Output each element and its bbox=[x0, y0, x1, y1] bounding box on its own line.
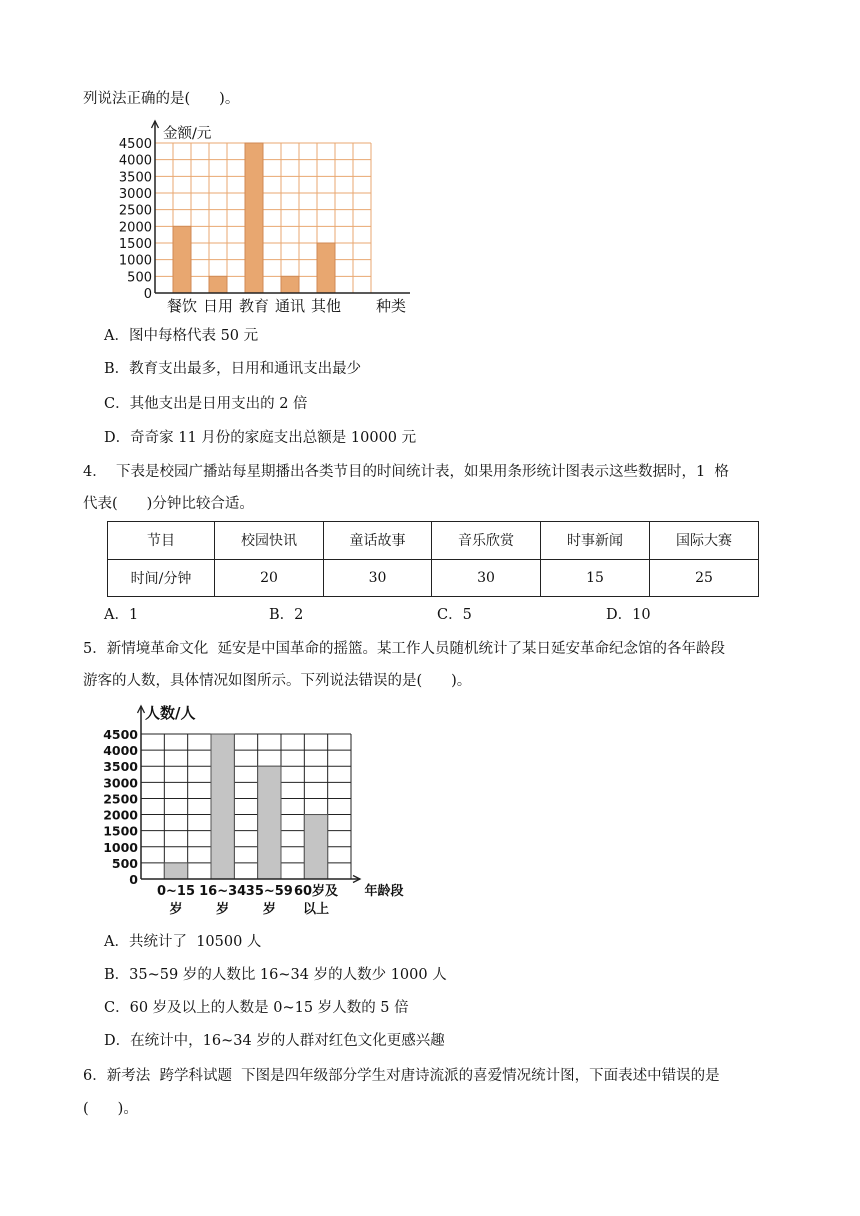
y-tick-label: 3500 bbox=[103, 759, 138, 775]
bar bbox=[245, 143, 263, 293]
q6-stem-line1: 6．新考法 跨学科试题 下图是四年级部分学生对唐诗流派的喜爱情况统计图，下面表述中错误的是 bbox=[83, 1068, 720, 1084]
bar bbox=[209, 276, 227, 293]
x-tick-label: 教育 bbox=[238, 297, 270, 315]
table-header-cell: 童话故事 bbox=[324, 522, 432, 560]
y-tick-label: 0 bbox=[129, 872, 138, 887]
bar bbox=[281, 276, 299, 293]
x-tick-label: 餐饮 bbox=[166, 297, 198, 315]
table-header-row bbox=[108, 522, 759, 560]
q5-option-b[interactable]: B．35~59 岁的人数比 16~34 岁的人数少 1000 人 bbox=[104, 967, 447, 983]
q3-stem-tail: 列说法正确的是( )。 bbox=[83, 91, 240, 107]
y-tick-label: 3000 bbox=[118, 187, 152, 202]
chart-expenses bbox=[110, 118, 410, 318]
x-axis-label: 种类 bbox=[375, 297, 407, 315]
bar bbox=[258, 766, 281, 879]
q6-stem-line2: ( )。 bbox=[83, 1101, 138, 1117]
x-tick-label: 岁 bbox=[262, 902, 276, 917]
x-tick-label: 0~15 bbox=[156, 884, 196, 899]
x-tick-label: 16~34 bbox=[199, 884, 247, 899]
y-tick-label: 2500 bbox=[118, 203, 152, 219]
table-header-cell: 节目 bbox=[108, 522, 215, 560]
table-row bbox=[108, 559, 759, 597]
y-axis-label: 人数/人 bbox=[145, 704, 196, 722]
q4-option-b[interactable]: B．2 bbox=[269, 607, 304, 623]
x-tick-label: 通讯 bbox=[274, 297, 306, 315]
x-tick-label: 其他 bbox=[310, 297, 342, 315]
y-tick-label: 2500 bbox=[103, 791, 138, 807]
y-tick-label: 4000 bbox=[118, 153, 152, 169]
y-tick-label: 1500 bbox=[103, 823, 138, 839]
table-header-cell: 时事新闻 bbox=[541, 522, 650, 560]
x-tick-label: 岁 bbox=[216, 902, 230, 917]
y-tick-label: 3500 bbox=[118, 170, 152, 186]
q5-option-a[interactable]: A．共统计了 10500 人 bbox=[104, 934, 262, 950]
y-tick-label: 4500 bbox=[118, 137, 152, 152]
table-row-label: 时间/分钟 bbox=[108, 559, 215, 597]
y-tick-label: 0 bbox=[143, 287, 152, 302]
table-cell: 15 bbox=[541, 559, 650, 597]
q3-option-a[interactable]: A．图中每格代表 50 元 bbox=[104, 328, 259, 344]
table-cell: 25 bbox=[650, 559, 759, 597]
q4-stem-line1: 4． 下表是校园广播站每星期播出各类节目的时间统计表，如果用条形统计图表示这些数据时，1 格 bbox=[83, 464, 729, 480]
y-tick-label: 4500 bbox=[103, 727, 138, 742]
y-tick-label: 2000 bbox=[118, 220, 152, 236]
q5-option-c[interactable]: C．60 岁及以上的人数是 0~15 岁人数的 5 倍 bbox=[104, 1000, 409, 1016]
bar bbox=[304, 815, 327, 879]
x-tick-label: 60岁及 bbox=[293, 884, 339, 899]
table-cell: 30 bbox=[324, 559, 432, 597]
bar bbox=[211, 734, 234, 879]
y-tick-label: 3000 bbox=[103, 775, 138, 791]
q3-option-c[interactable]: C．其他支出是日用支出的 2 倍 bbox=[104, 396, 308, 412]
x-tick-label: 35~59 bbox=[245, 884, 293, 899]
q3-option-d[interactable]: D．奇奇家 11 月份的家庭支出总额是 10000 元 bbox=[104, 430, 417, 446]
y-tick-label: 2000 bbox=[103, 807, 138, 823]
y-tick-label: 4000 bbox=[103, 743, 138, 759]
q5-option-d[interactable]: D．在统计中，16~34 岁的人群对红色文化更感兴趣 bbox=[104, 1033, 445, 1049]
table-cell: 30 bbox=[432, 559, 541, 597]
q4-stem-line2: 代表( )分钟比较合适。 bbox=[83, 496, 254, 512]
y-axis-label: 金额/元 bbox=[163, 126, 212, 142]
q4-option-c[interactable]: C．5 bbox=[437, 607, 472, 623]
y-tick-label: 500 bbox=[127, 270, 152, 286]
y-tick-label: 1000 bbox=[118, 253, 152, 269]
q4-option-d[interactable]: D．10 bbox=[606, 607, 651, 623]
program-time-table bbox=[107, 521, 759, 597]
q5-stem-line2: 游客的人数，具体情况如图所示。下列说法错误的是( )。 bbox=[83, 673, 472, 689]
table-header-cell: 国际大赛 bbox=[650, 522, 759, 560]
y-tick-label: 500 bbox=[111, 855, 138, 871]
table-header-cell: 音乐欣赏 bbox=[432, 522, 541, 560]
chart-visitors bbox=[103, 702, 440, 922]
x-tick-label: 以上 bbox=[302, 902, 330, 917]
x-tick-label: 日用 bbox=[202, 297, 234, 315]
x-tick-label: 岁 bbox=[169, 902, 183, 917]
bar bbox=[164, 863, 187, 879]
x-axis-label: 年龄段 bbox=[364, 884, 404, 899]
q3-option-b[interactable]: B．教育支出最多，日用和通讯支出最少 bbox=[104, 361, 362, 377]
q5-stem-line1: 5．新情境革命文化 延安是中国革命的摇篮。某工作人员随机统计了某日延安革命纪念馆的各年龄段 bbox=[83, 641, 725, 657]
y-tick-label: 1000 bbox=[103, 839, 138, 855]
y-tick-label: 1500 bbox=[118, 237, 152, 252]
table-header-cell: 校园快讯 bbox=[215, 522, 324, 560]
table-cell: 20 bbox=[215, 559, 324, 597]
q4-option-a[interactable]: A．1 bbox=[104, 607, 139, 623]
bar bbox=[173, 226, 191, 293]
bar bbox=[317, 243, 335, 293]
